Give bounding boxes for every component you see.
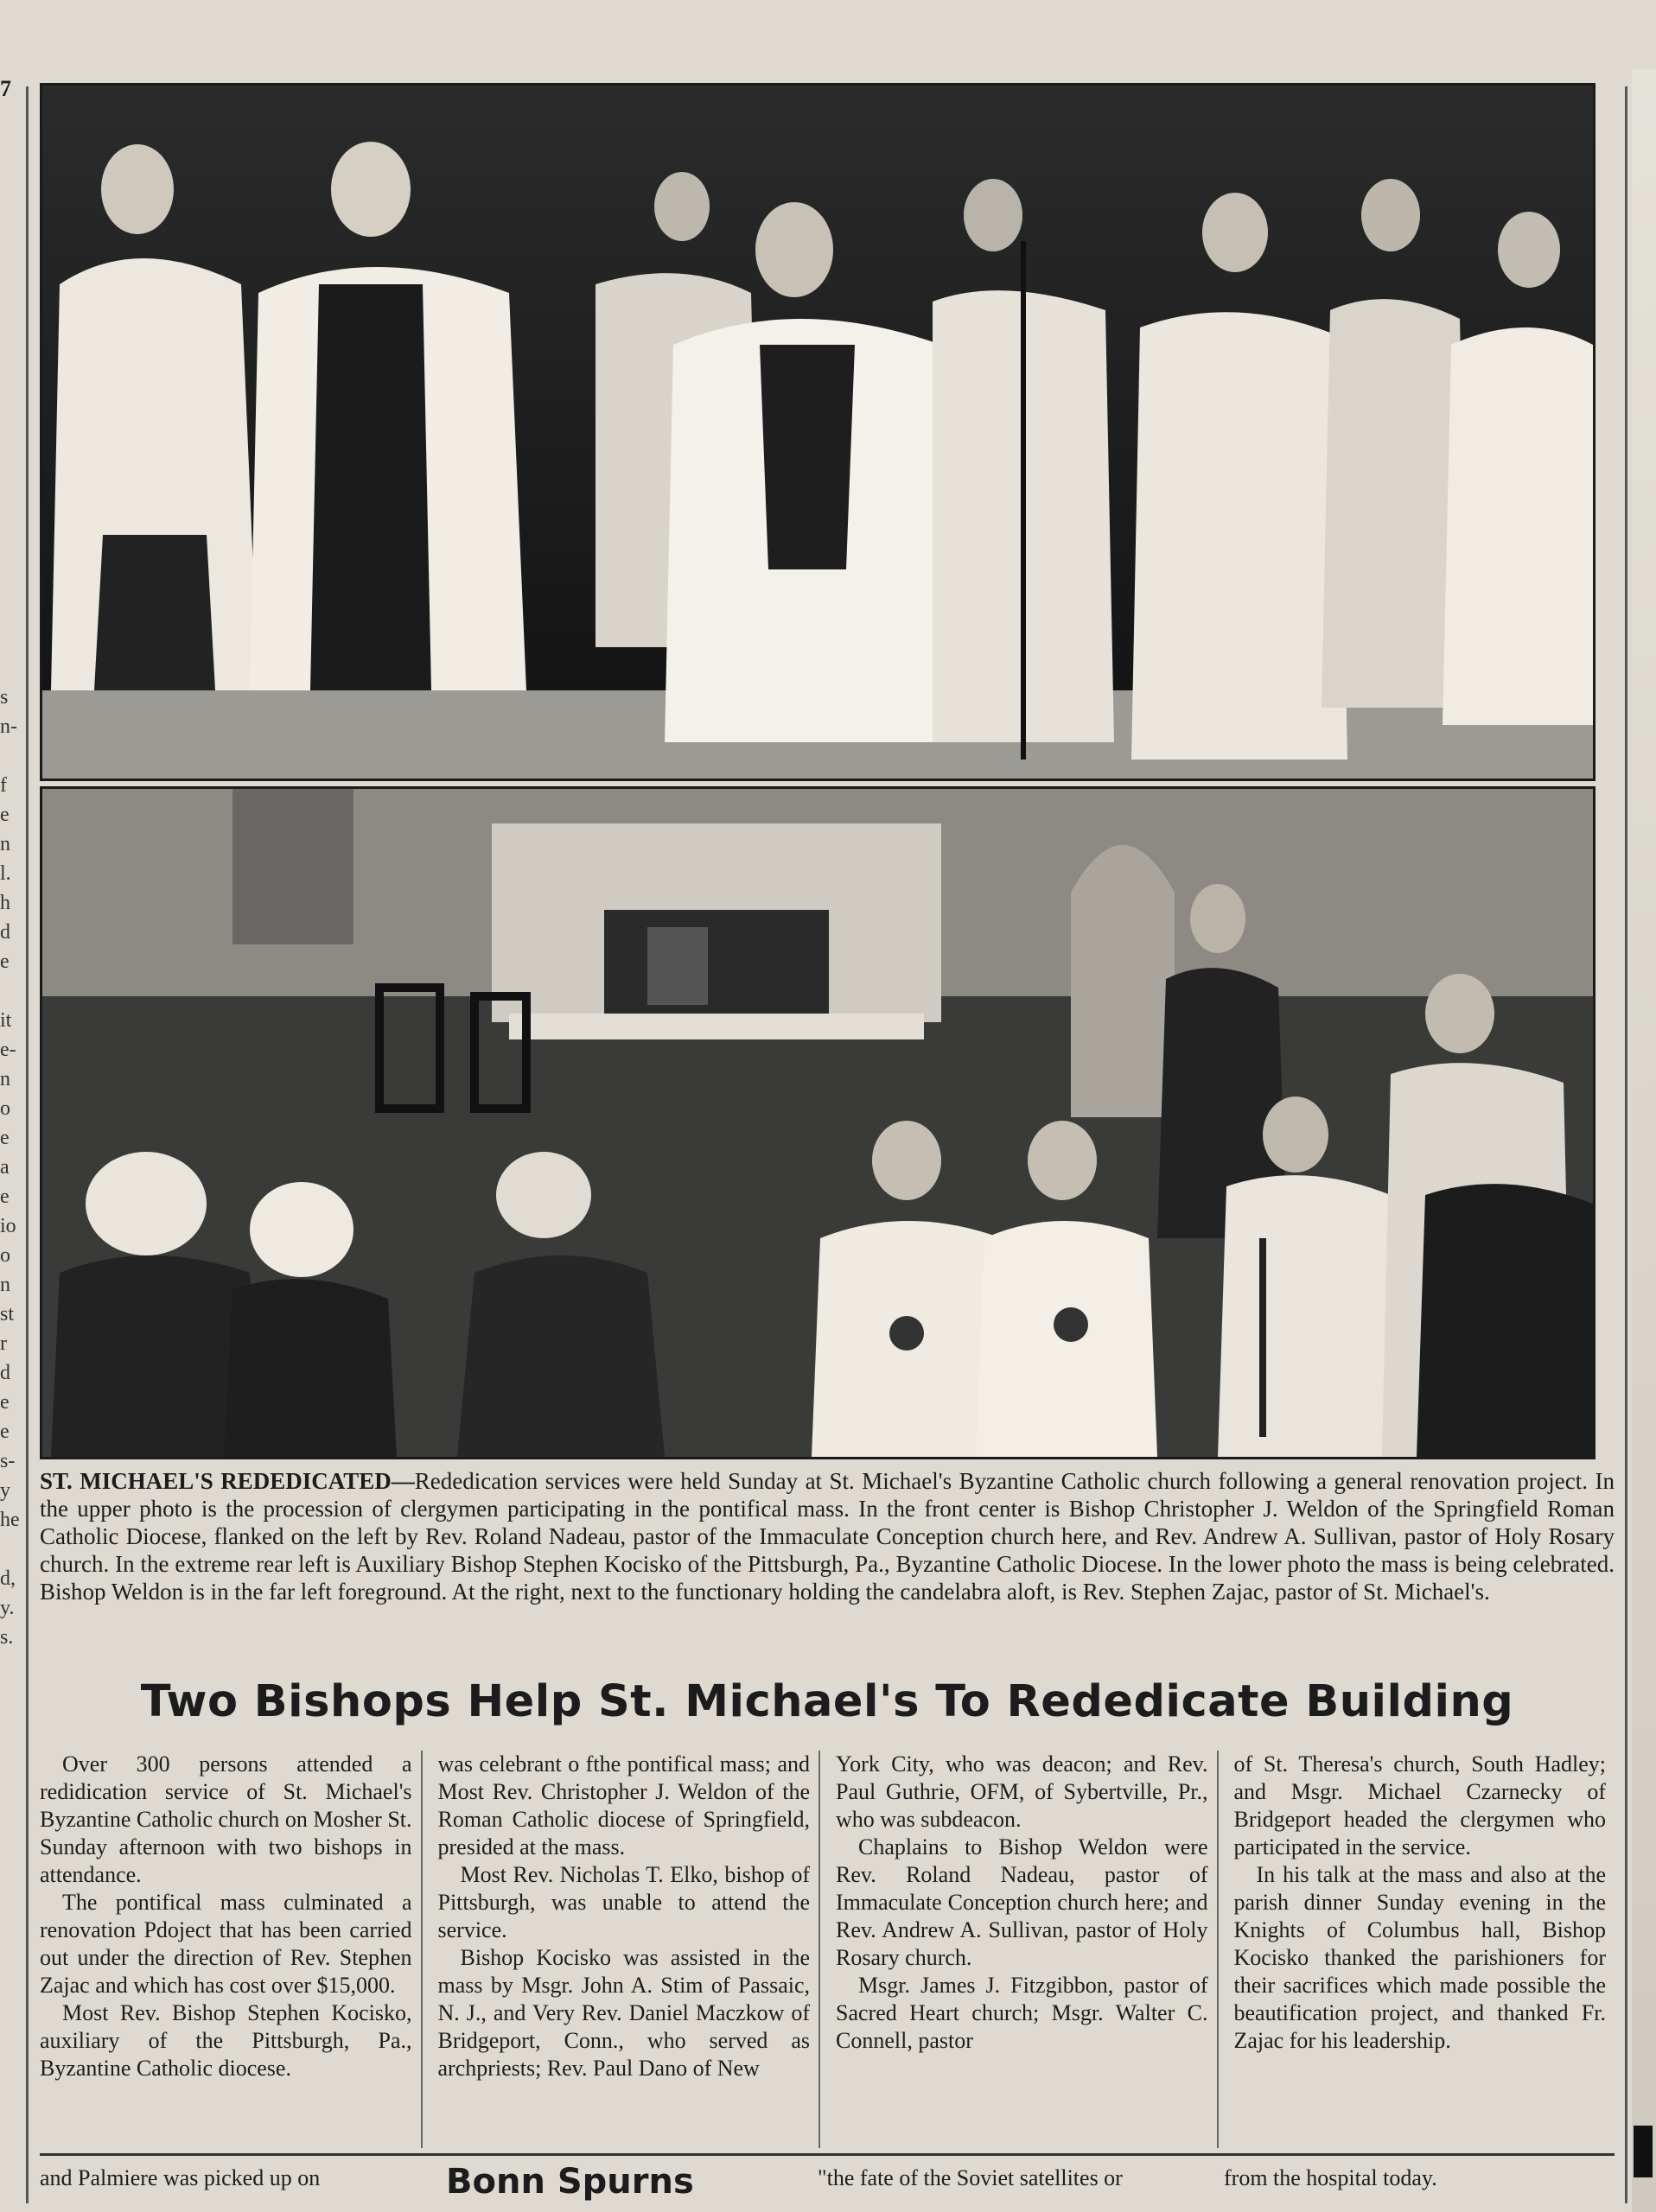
gutter-fragment: y. <box>0 1597 15 1619</box>
article-body <box>40 1751 1615 2148</box>
gutter-fragment: d <box>0 921 10 944</box>
next-article-headline: Bonn Spurns <box>446 2162 694 2202</box>
column-rule-right <box>1625 86 1627 2203</box>
paragraph: Most Rev. Nicholas T. Elko, bishop of Pittsburgh, was unable to attend the service. <box>437 1862 810 1942</box>
photo-caption <box>40 1467 1615 1605</box>
adjacent-page-edge <box>1632 69 1656 2212</box>
gutter-fragment: s. <box>0 1626 14 1649</box>
paragraph: The pontifical mass culminated a renovation Pdoject that has been carried out under the direction of Rev. Stephen Zajac and which has cost over $15,000. <box>40 1890 412 1998</box>
article-column-4 <box>1234 1751 1615 2148</box>
gutter-fragment: o <box>0 1097 10 1120</box>
gutter-fragment: he <box>0 1509 20 1531</box>
mass-photo <box>40 786 1595 1459</box>
caption-text: Rededication services were held Sunday at St. Michael's Byzantine Catholic church following a general renovation project. In the upper photo is the procession of clergymen participating in the pontifical mass. In the front center is Bishop Christopher J. Weldon of the Springfield Roman Catholic Diocese, flanked on the left by Rev. Roland Nadeau, pastor of the Immaculate Conception church here, and Rev. Andrew A. Sullivan, pastor of Holy Rosary church. In the extreme rear left is Auxiliary Bishop Stephen Kocisko of the Pittsburgh, Pa., Byzantine Catholic Diocese. In the lower photo the mass is being celebrated. Bishop Weldon is in the far left foreground. At the right, next to the functionary holding the candelabra aloft, is Rev. Stephen Zajac, pastor of St. Michael's. <box>40 1468 1615 1605</box>
adjacent-column-fragments <box>0 683 19 1652</box>
gutter-fragment: a <box>0 1156 10 1179</box>
gutter-fragment: s- <box>0 1450 16 1472</box>
paragraph: of St. Theresa's church, South Hadley; and Msgr. Michael Czarnecky of Bridgeport headed the clergymen who participated in the service. <box>1233 1751 1606 1859</box>
gutter-fragment: n <box>0 1068 10 1090</box>
gutter-fragment: h <box>0 892 10 914</box>
gutter-fragment: n- <box>0 715 17 738</box>
gutter-fragment: e <box>0 1127 10 1149</box>
edge-mark <box>1634 2126 1653 2177</box>
gutter-fragment: e <box>0 804 10 826</box>
procession-photo-image <box>42 86 1593 779</box>
paragraph: Bishop Kocisko was assisted in the mass by Msgr. John A. Stim of Passaic, N. J., and Very Rev. Daniel Maczkow of Bridgeport, Conn., who served as archpriests; Rev. Paul Dano of New <box>437 1945 810 2081</box>
article-column-1 <box>40 1751 423 2148</box>
gutter-fragment: e <box>0 1421 10 1443</box>
paragraph: was celebrant o fthe pontifical mass; and Most Rev. Christopher J. Weldon of the Roman Catholic diocese of Springfield, presided at the mass. <box>437 1751 810 1859</box>
next-article-text-2: "the fate of the Soviet satellites or <box>818 2165 1123 2190</box>
gutter-fragment: st <box>0 1303 15 1325</box>
article-headline: Two Bishops Help St. Michael's To Rededicate Building <box>140 1676 1514 1727</box>
paragraph: Over 300 persons attended a redidication service of St. Michael's Byzantine Catholic church on Mosher St. Sunday afternoon with two bishops in attendance. <box>40 1751 412 1887</box>
gutter-fragment: e <box>0 950 10 973</box>
next-article-text-3: from the hospital today. <box>1224 2165 1437 2190</box>
gutter-fragment <box>0 976 19 1006</box>
gutter-fragment: o <box>0 1244 10 1267</box>
mass-photo-image <box>42 789 1593 1457</box>
column-rule-left <box>26 86 29 2203</box>
next-articles-fragment <box>40 2164 1615 2212</box>
paragraph: Msgr. James J. Fitzgibbon, pastor of Sacred Heart church; Msgr. Walter C. Connell, pastor <box>836 1973 1208 2053</box>
gutter-fragment: l. <box>0 862 11 885</box>
gutter-fragment: n <box>0 1274 10 1296</box>
paragraph: In his talk at the mass and also at the parish dinner Sunday evening in the Knights of Columbus hall, Bishop Kocisko thanked the parishioners for their sacrifices which made possible the beautification project, and thanked Fr. Zajac for his leadership. <box>1233 1862 1606 2053</box>
gutter-fragment: f <box>0 774 7 797</box>
paragraph: York City, who was deacon; and Rev. Paul Guthrie, OFM, of Sybertville, Pr., who was subdeacon. <box>836 1751 1208 1832</box>
gutter-fragment <box>0 741 19 771</box>
gutter-fragment: n <box>0 833 10 855</box>
article-column-3 <box>836 1751 1219 2148</box>
gutter-fragment: e <box>0 1185 10 1208</box>
gutter-fragment: d <box>0 1362 10 1384</box>
paragraph: Chaplains to Bishop Weldon were Rev. Roland Nadeau, pastor of Immaculate Conception church here; and Rev. Andrew A. Sullivan, pastor of Holy Rosary church. <box>836 1834 1208 1970</box>
gutter-fragment: it <box>0 1009 12 1032</box>
gutter-fragment: y <box>0 1479 10 1502</box>
gutter-fragment <box>0 1535 19 1564</box>
gutter-fragment: s <box>0 686 9 709</box>
gutter-fragment: io <box>0 1215 16 1237</box>
gutter-fragment: r <box>0 1332 7 1355</box>
gutter-fragment: d, <box>0 1567 16 1590</box>
page-number: 7 <box>0 76 11 101</box>
caption-lead: ST. MICHAEL'S REDEDICATED— <box>40 1468 415 1494</box>
next-article-text-1: and Palmiere was picked up on <box>40 2165 321 2190</box>
article-column-2 <box>438 1751 821 2148</box>
gutter-fragment: e <box>0 1391 10 1414</box>
section-divider <box>40 2153 1615 2156</box>
procession-photo <box>40 83 1595 781</box>
gutter-fragment: e- <box>0 1039 16 1061</box>
paragraph: Most Rev. Bishop Stephen Kocisko, auxiliary of the Pittsburgh, Pa., Byzantine Catholic diocese. <box>40 2000 412 2081</box>
